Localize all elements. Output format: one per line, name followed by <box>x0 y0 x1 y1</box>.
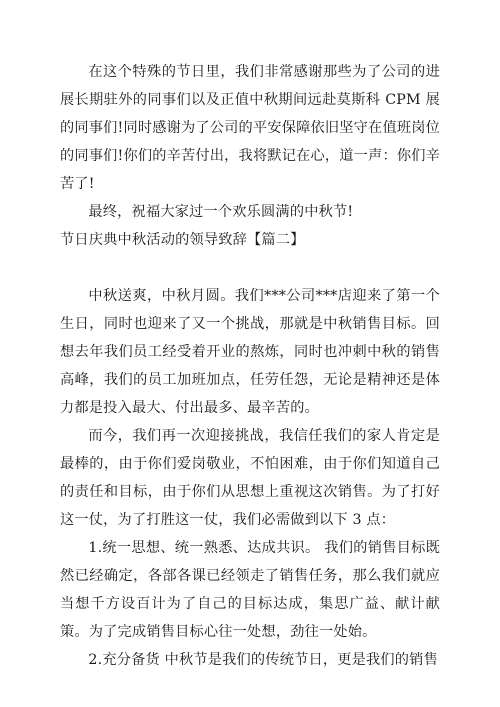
paragraph-gap <box>60 254 440 282</box>
paragraph-blessing: 最终，祝福大家过一个欢乐圆满的中秋节! <box>88 204 354 220</box>
paragraph-point-2: 2.充分备货 中秋节是我们的传统节日，更是我们的销售 <box>88 652 438 668</box>
section-heading: 节日庆典中秋活动的领导致辞【篇二】 <box>60 232 305 248</box>
paragraph-thanks: 在这个特殊的节日里，我们非常感谢那些为了公司的进展长期驻外的同事们以及正值中秋期间远赴莫斯科 CPM 展的同事们!同时感谢为了公司的平安保障依旧坚守在值班岗位的同事们!你们的辛苦付出，我将默记在心，道一声：你们辛苦了! <box>60 64 440 192</box>
paragraph-challenge: 而今，我们再一次迎接挑战，我信任我们的家人肯定是最棒的，由于你们爱岗敬业，不怕困难，由于你们知道自己的责任和目标，由于你们从思想上重视这次销售。为了打好这一仗，为了打胜这一仗，我们必需做到以下 3 点： <box>60 428 440 528</box>
paragraph-mid-autumn-intro: 中秋送爽，中秋月圆。我们***公司***店迎来了第一个生日，同时也迎来了又一个挑战，那就是中秋销售目标。回想去年我们员工经受着开业的熬炼，同时也冲刺中秋的销售高峰，我们的员工加班加点，任劳任怨，无论是精神还是体力都是投入最大、付出最多、最辛苦的。 <box>60 288 440 416</box>
paragraph-point-1: 1.统一思想、统一熟悉、达成共识。 我们的销售目标既然已经确定，各部各课已经领走了销售任务，那么我们就应当想千方设百计为了自己的目标达成，集思广益、献计献策。为了完成销售目标心往一处想，劲往一处始。 <box>60 540 440 640</box>
document-body <box>60 58 440 674</box>
